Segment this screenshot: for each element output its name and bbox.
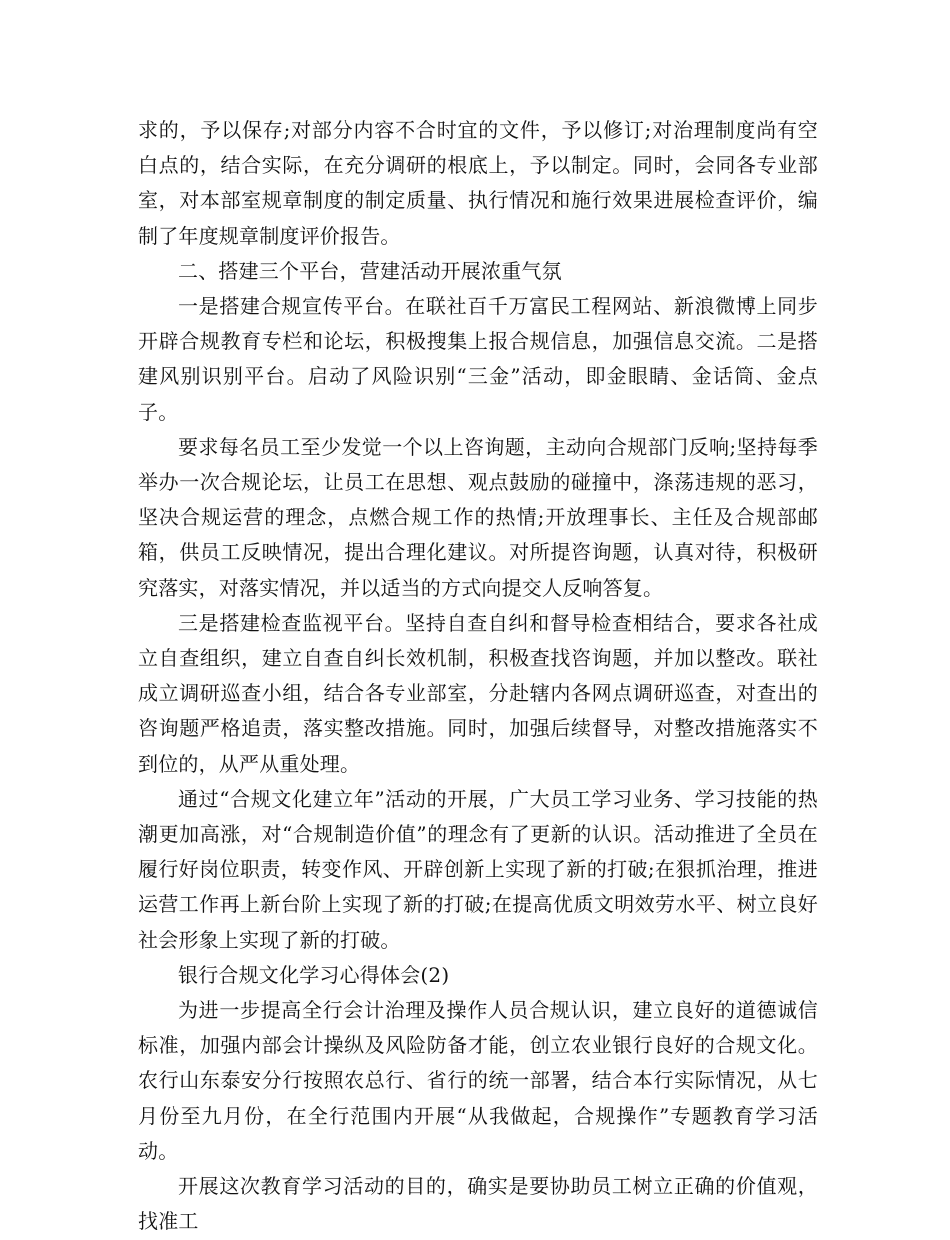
paragraph: 通过“合规文化建立年”活动的开展，广大员工学习业务、学习技能的热潮更加高涨，对“合规制造价值”的理念有了更新的认识。活动推进了全员在履行好岗位职责，转变作风、开辟创新上实现了新的打破;在狠抓治理，推进运营工作再上新台阶上实现了新的打破;在提高优质文明效劳水平、树立良好社会形象上实现了新的打破。 [138, 786, 818, 952]
paragraph: 一是搭建合规宣传平台。在联社百千万富民工程网站、新浪微博上同步开辟合规教育专栏和论坛，积极搜集上报合规信息，加强信息交流。二是搭建风别识别平台。启动了风险识别“三金”活动，即金眼睛、金话筒、金点子。 [138, 294, 818, 424]
paragraph: 三是搭建检查监视平台。坚持自查自纠和督导检查相结合，要求各社成立自查组织，建立自查自纠长效机制，积极查找咨询题，并加以整改。联社成立调研巡查小组，结合各专业部室，分赴辖内各网点调研巡查，对查出的咨询题严格追责，落实整改措施。同时，加强后续督导，对整改措施落实不到位的，从严从重处理。 [138, 610, 818, 776]
paragraph: 要求每名员工至少发觉一个以上咨询题，主动向合规部门反响;坚持每季举办一次合规论坛，让员工在思想、观点鼓励的碰撞中，涤荡违规的恶习，坚决合规运营的理念，点燃合规工作的热情;开放理事长、主任及合规部邮箱，供员工反映情况，提出合理化建议。对所提咨询题，认真对待，积极研究落实，对落实情况，并以适当的方式向提交人反响答复。 [138, 434, 818, 600]
paragraph-truncated: 开展这次教育学习活动的目的，确实是要协助员工树立正确的价值观，找准工 [138, 1174, 818, 1234]
paragraph: 为进一步提高全行会计治理及操作人员合规认识，建立良好的道德诚信标准，加强内部会计操纵及风险防备才能，创立农业银行良好的合规文化。农行山东泰安分行按照农总行、省行的统一部署，结合本行实际情况，从七月份至九月份，在全行范围内开展“从我做起，合规操作”专题教育学习活动。 [138, 998, 818, 1163]
document-body [138, 113, 818, 1240]
paragraph-continuation: 求的，予以保存;对部分内容不合时宜的文件，予以修订;对治理制度尚有空白点的，结合实际，在充分调研的根底上，予以制定。同时，会同各专业部室，对本部室规章制度的制定质量、执行情况和施行效果进展检查评价，编制了年度规章制度评价报告。 [138, 118, 818, 248]
article-title: 银行合规文化学习心得体会(2) [178, 962, 450, 987]
section-heading: 二、搭建三个平台，营建活动开展浓重气氛 [178, 258, 562, 283]
